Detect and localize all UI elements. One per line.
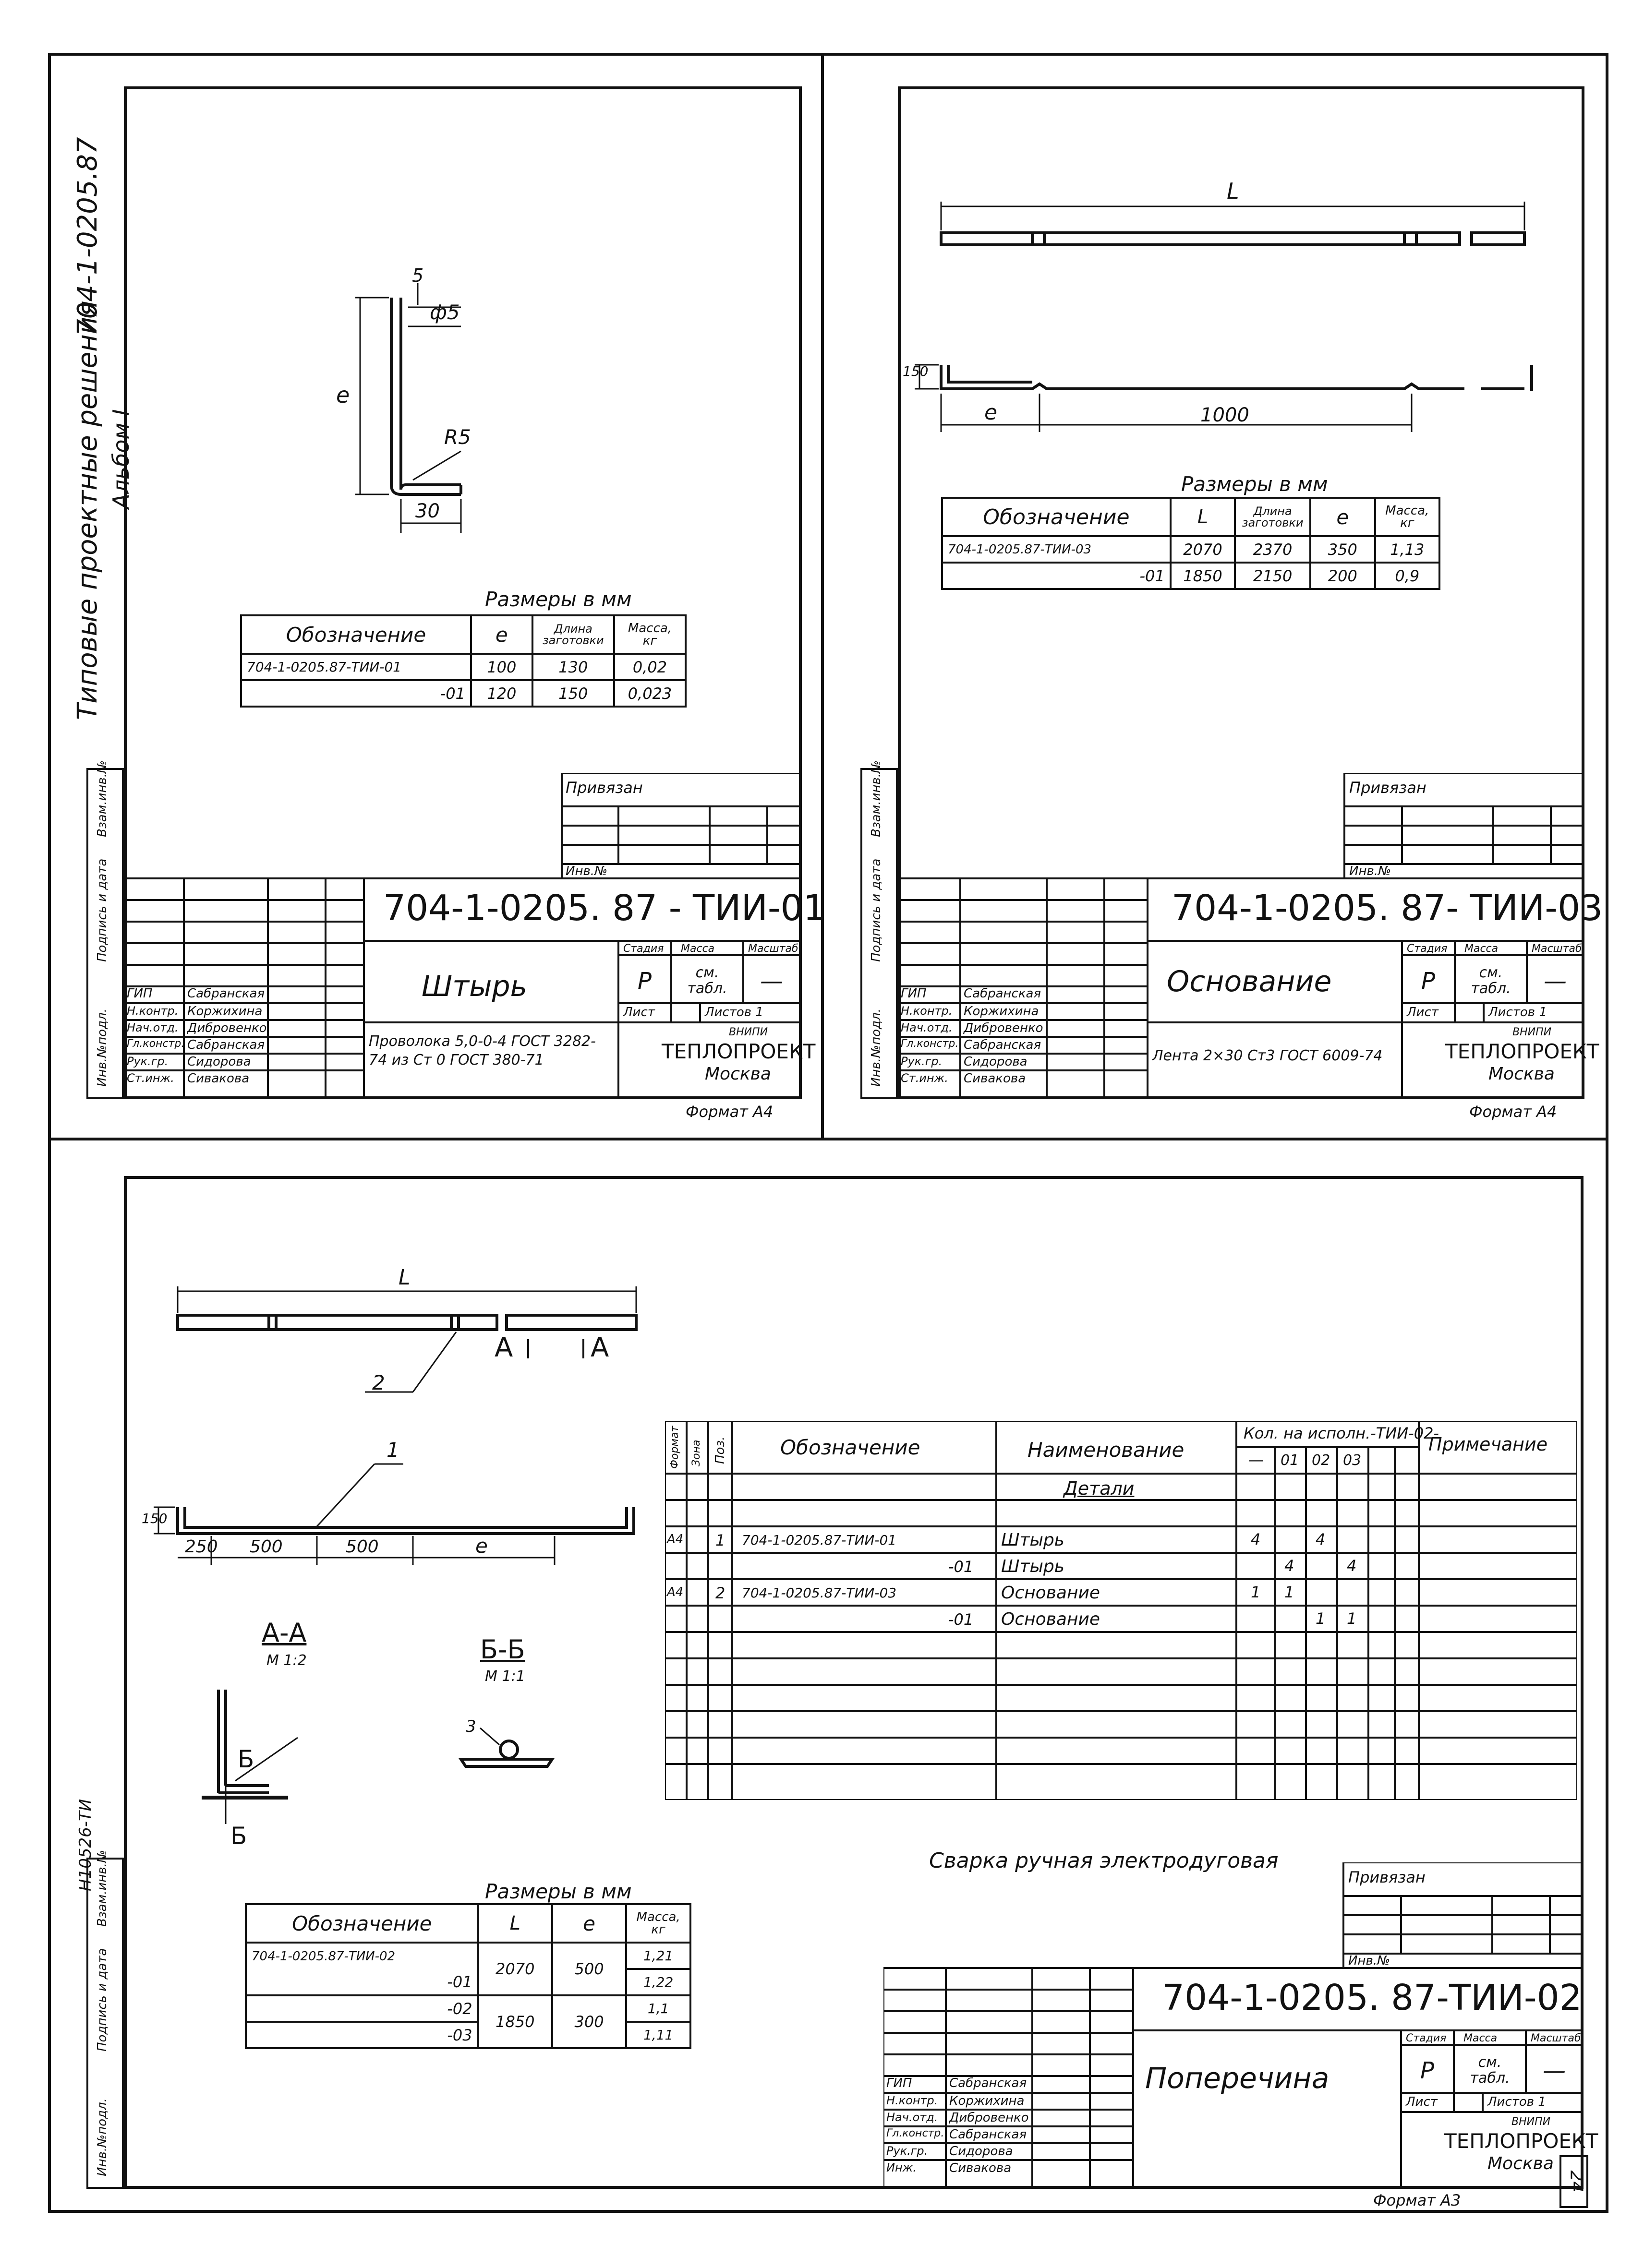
cell: 4	[1284, 1557, 1294, 1575]
th-L: L	[478, 1904, 552, 1943]
weld-note: Сварка ручная электродуговая	[929, 1848, 1279, 1873]
org-city: Москва	[705, 1064, 771, 1084]
spec-h-name: Наименование	[1028, 1438, 1185, 1462]
cell: 1,11	[626, 2022, 690, 2048]
privyazan-label: Привязан	[1349, 779, 1426, 797]
sheet1-dim-len: e	[336, 382, 350, 408]
org-name: ТЕПЛОПРОЕКТ	[662, 1040, 816, 1063]
page-number-box	[1559, 2155, 1588, 2208]
inv-no-label: Инв.№	[566, 864, 608, 878]
th-mass: Масса, кг	[1375, 498, 1439, 536]
role: ГИП	[901, 986, 927, 1001]
person: Сивакова	[187, 1071, 250, 1086]
hdr-mass: Масса	[1463, 2032, 1498, 2044]
cell: 704-1-0205.87-ТИИ-01	[241, 654, 471, 680]
stage-value: Р	[1421, 968, 1435, 995]
person: Сидорова	[949, 2144, 1013, 2159]
person: Сабранская	[949, 2076, 1027, 2090]
cell: 704-1-0205.87-ТИИ-01	[742, 1532, 897, 1548]
sheet2-sizes-caption: Размеры в мм	[1181, 472, 1328, 496]
hdr-scale: Масштаб	[748, 943, 798, 955]
spec-variant: 03	[1343, 1452, 1362, 1469]
sheet3-dim-L: L	[399, 1265, 411, 1290]
album-number: 704-1-0205.87	[72, 137, 103, 336]
cell: 4	[1347, 1557, 1357, 1575]
hdr-scale: Масштаб	[1532, 943, 1582, 955]
drawing-code: 704-1-0205. 87-ТИИ-02	[1162, 1977, 1582, 2018]
stamp-field-vzam: Взам.инв.№	[869, 760, 883, 837]
role: Н.контр.	[901, 1004, 953, 1018]
sheet3-dim-150: 150	[142, 1511, 168, 1526]
spec-h-zone: Зона	[690, 1440, 702, 1466]
cell: Штырь	[1001, 1530, 1064, 1550]
part-name: Штырь	[422, 970, 527, 1003]
cell: 150	[532, 680, 614, 707]
cell: 0,023	[614, 680, 686, 707]
role: Нач.отд.	[886, 2111, 938, 2124]
sheet3-sizes-caption: Размеры в мм	[485, 1880, 632, 1903]
section-BB-title: Б-Б	[480, 1634, 525, 1665]
person: Коржихина	[187, 1004, 263, 1019]
th-designation: Обозначение	[246, 1904, 478, 1943]
sheet1-dim-radius: R5	[444, 425, 471, 449]
org-top: ВНИПИ	[1512, 1026, 1552, 1038]
sheet-label: Лист	[1406, 2095, 1438, 2109]
org-name: ТЕПЛОПРОЕКТ	[1445, 1040, 1599, 1063]
privyazan-label: Привязан	[1348, 1868, 1426, 1886]
role: Н.контр.	[886, 2094, 938, 2107]
role: Рук.гр.	[886, 2144, 928, 2158]
cell: 300	[552, 1995, 626, 2048]
sheet2-dim-150: 150	[903, 363, 929, 379]
sheets-label: Листов 1	[1488, 1005, 1547, 1020]
person: Сабранская	[949, 2127, 1027, 2142]
hdr-stage: Стадия	[1407, 943, 1448, 955]
th-mass: Масса, кг	[614, 615, 686, 654]
page-number: 24	[1566, 2170, 1586, 2193]
person: Дибровенко	[964, 1021, 1043, 1035]
format-label: Формат А4	[1469, 1103, 1557, 1121]
sheet3-dim-500a: 500	[250, 1537, 283, 1557]
part-name: Основание	[1167, 965, 1332, 998]
cell: 120	[471, 680, 532, 707]
org-top: ВНИПИ	[729, 1026, 768, 1038]
section-AA-scale: М 1:2	[266, 1652, 307, 1669]
sheet3-dim-250: 250	[185, 1537, 218, 1557]
role: Инж.	[886, 2161, 917, 2174]
role: ГИП	[886, 2076, 912, 2090]
role: Гл.констр.	[886, 2127, 944, 2139]
role: Нач.отд.	[901, 1021, 953, 1034]
cell: 2	[715, 1584, 725, 1602]
spec-h-note: Примечание	[1428, 1434, 1548, 1455]
person: Коржихина	[964, 1004, 1039, 1019]
th-e: e	[1310, 498, 1375, 536]
section-B-mark-bottom: Б	[230, 1822, 247, 1850]
cell: 500	[552, 1943, 626, 1995]
cell: 2370	[1235, 536, 1310, 563]
spec-h-pos: Поз.	[713, 1436, 727, 1464]
table-row	[246, 1943, 690, 1969]
cell: 1	[1284, 1583, 1294, 1601]
sheet2-dim-L: L	[1227, 178, 1239, 204]
sheet3-dim-e: e	[475, 1534, 488, 1558]
spec-h-qty: Кол. на исполн.-ТИИ-02-	[1244, 1424, 1439, 1442]
sheet-label: Лист	[623, 1005, 655, 1020]
cell: 1	[1347, 1609, 1357, 1628]
part-name: Поперечина	[1145, 2062, 1330, 2095]
cell: 1850	[1171, 563, 1235, 589]
sheet3-pos-2: 2	[372, 1371, 385, 1394]
sheet3-sizes-table	[245, 1903, 691, 2049]
format-label: Формат А4	[686, 1103, 774, 1121]
scale-value: —	[1543, 2057, 1566, 2084]
cell: -01	[942, 563, 1171, 589]
section-B-mark-top: Б	[238, 1745, 254, 1773]
stamp-field-vzam: Взам.инв.№	[95, 760, 109, 837]
scale-value: —	[760, 968, 783, 995]
person: Сабранская	[187, 1038, 265, 1052]
stamp-field-inv: Инв.№подл.	[95, 1008, 109, 1087]
cell: Основание	[1001, 1583, 1100, 1603]
role: Рук.гр.	[127, 1055, 169, 1068]
sheet2-dim-1000: 1000	[1200, 404, 1249, 426]
stamp-field-inv: Инв.№подл.	[869, 1008, 883, 1087]
spec-section: Детали	[1064, 1478, 1135, 1499]
hdr-mass: Масса	[681, 943, 715, 955]
person: Сивакова	[949, 2161, 1012, 2175]
th-e: e	[471, 615, 532, 654]
th-blank-length: Длина заготовки	[1235, 498, 1310, 536]
person: Дибровенко	[949, 2111, 1029, 2125]
sheet1-dim-bottom: 30	[415, 500, 440, 522]
person: Сидорова	[964, 1055, 1028, 1069]
role: Гл.констр.	[127, 1038, 185, 1050]
person: Коржихина	[949, 2094, 1025, 2108]
sheet1-dim-dia: ф5	[430, 300, 460, 324]
cell: А4	[667, 1585, 684, 1599]
cell: А4	[667, 1532, 684, 1547]
format-label: Формат А3	[1373, 2191, 1461, 2209]
mass-value: см. табл.	[1470, 2054, 1510, 2087]
th-L: L	[1171, 498, 1235, 536]
table-row	[246, 1995, 690, 2022]
spec-row	[665, 1526, 1577, 1553]
role: Ст.инж.	[127, 1071, 174, 1085]
cell: Основание	[1001, 1609, 1100, 1629]
cell: 100	[471, 654, 532, 680]
th-designation: Обозначение	[241, 615, 471, 654]
cell: 1,21	[626, 1943, 690, 1969]
person: Сидорова	[187, 1055, 251, 1069]
cell: -03	[246, 2022, 478, 2048]
drawing-code: 704-1-0205. 87- ТИИ-03	[1172, 888, 1603, 929]
cell: 0,9	[1375, 563, 1439, 589]
cell: 2070	[1171, 536, 1235, 563]
spec-row	[665, 1606, 1577, 1632]
cell: 350	[1310, 536, 1375, 563]
th-designation: Обозначение	[942, 498, 1171, 536]
cell: 200	[1310, 563, 1375, 589]
spec-variant: —	[1248, 1451, 1264, 1469]
stamp-field-vzam: Взам.инв.№	[95, 1850, 109, 1927]
album-volume: Альбом I	[108, 409, 134, 509]
stage-value: Р	[638, 968, 652, 995]
cell: -01	[948, 1610, 974, 1629]
cell: -02	[246, 1995, 478, 2022]
cell: 1,1	[626, 1995, 690, 2022]
weld-size: 3	[466, 1717, 476, 1736]
sheets-label: Листов 1	[1487, 2095, 1546, 2109]
role: Рук.гр.	[901, 1055, 943, 1068]
cell: 704-1-0205.87-ТИИ-03	[742, 1585, 897, 1601]
spec-h-format: Формат	[669, 1426, 681, 1469]
stamp-field-sign: Подпись и дата	[95, 1948, 109, 2052]
drawing-code: 704-1-0205. 87 - ТИИ-01	[383, 888, 826, 929]
hdr-scale: Масштаб	[1531, 2032, 1581, 2044]
person: Сивакова	[964, 1071, 1026, 1086]
sheet3-dim-500b: 500	[346, 1537, 379, 1557]
cell: 1	[1251, 1583, 1261, 1601]
org-city: Москва	[1487, 2154, 1554, 2173]
stamp-field-sign: Подпись и дата	[95, 858, 109, 962]
sheet1-dim-top: 5	[412, 265, 424, 286]
sheet3-section-A-left: А	[495, 1332, 513, 1363]
cell: 1,13	[1375, 536, 1439, 563]
role: Нач.отд.	[127, 1021, 179, 1034]
org-top: ВНИПИ	[1511, 2116, 1551, 2128]
cell: 1	[715, 1531, 725, 1549]
material: Лента 2×30 Ст3 ГОСТ 6009-74	[1152, 1047, 1383, 1064]
hdr-stage: Стадия	[623, 943, 664, 955]
stamp-field-sign: Подпись и дата	[869, 858, 883, 962]
inv-no-label: Инв.№	[1348, 1954, 1390, 1968]
th-e: e	[552, 1904, 626, 1943]
stamp-field-inv: Инв.№подл.	[95, 2098, 109, 2176]
section-AA-title: А-А	[262, 1618, 307, 1648]
hdr-mass: Масса	[1464, 943, 1499, 955]
cell: 1,22	[626, 1969, 690, 1995]
th-blank-length: Длина заготовки	[532, 615, 614, 654]
org-city: Москва	[1488, 1064, 1555, 1084]
th-mass: Масса, кг	[626, 1904, 690, 1943]
cell: 4	[1251, 1530, 1261, 1548]
role: Гл.констр.	[901, 1038, 959, 1050]
cell: 704-1-0205.87-ТИИ-03	[942, 536, 1171, 563]
person: Сабранская	[964, 1038, 1041, 1052]
privyazan-label: Привязан	[566, 779, 643, 797]
sheet2-dim-e: e	[984, 400, 998, 425]
album-title: Типовые проектные решения	[72, 300, 103, 720]
cell: 704-1-0205.87-ТИИ-02	[246, 1943, 478, 1969]
mass-value: см. табл.	[1471, 964, 1511, 997]
cell: 2150	[1235, 563, 1310, 589]
sheet1-sizes-caption: Размеры в мм	[485, 588, 632, 611]
cell: -01	[948, 1558, 974, 1576]
cell: -01	[246, 1969, 478, 1995]
sheet3-section-A-right: А	[591, 1332, 609, 1363]
sheet3-pos-1: 1	[387, 1438, 399, 1462]
cell: 130	[532, 654, 614, 680]
person: Сабранская	[187, 986, 265, 1001]
cell: Штырь	[1001, 1557, 1064, 1576]
stage-value: Р	[1420, 2057, 1434, 2084]
cell: 1850	[478, 1995, 552, 2048]
section-BB-scale: М 1:1	[485, 1668, 525, 1685]
cell: 2070	[478, 1943, 552, 1995]
cell: -01	[241, 680, 471, 707]
scale-value: —	[1544, 968, 1567, 995]
mass-value: см. табл.	[687, 964, 727, 997]
role: Н.контр.	[127, 1004, 179, 1018]
cell: 1	[1316, 1609, 1326, 1628]
person: Сабранская	[964, 986, 1041, 1001]
spec-variant: 02	[1312, 1452, 1330, 1469]
spec-h-designation: Обозначение	[780, 1436, 920, 1459]
person: Дибровенко	[187, 1021, 267, 1035]
org-name: ТЕПЛОПРОЕКТ	[1444, 2129, 1598, 2153]
role: Ст.инж.	[901, 1071, 948, 1085]
spec-row	[665, 1553, 1577, 1579]
cell: 4	[1316, 1530, 1326, 1548]
material: Проволока 5,0-0-4 ГОСТ 3282-74 из Ст 0 ГОСТ 380-71	[369, 1033, 596, 1068]
inv-no-label: Инв.№	[1349, 864, 1391, 878]
archive-code: Н10526-ТИ	[76, 1799, 95, 1891]
spec-table	[665, 1421, 1577, 1800]
spec-row	[665, 1579, 1577, 1606]
spec-variant: 01	[1281, 1452, 1299, 1469]
cell: 0,02	[614, 654, 686, 680]
role: ГИП	[127, 986, 153, 1001]
sheet-label: Лист	[1407, 1005, 1438, 1020]
sheets-label: Листов 1	[705, 1005, 763, 1020]
hdr-stage: Стадия	[1406, 2032, 1447, 2044]
sheet3-title-block	[883, 1862, 1598, 2209]
